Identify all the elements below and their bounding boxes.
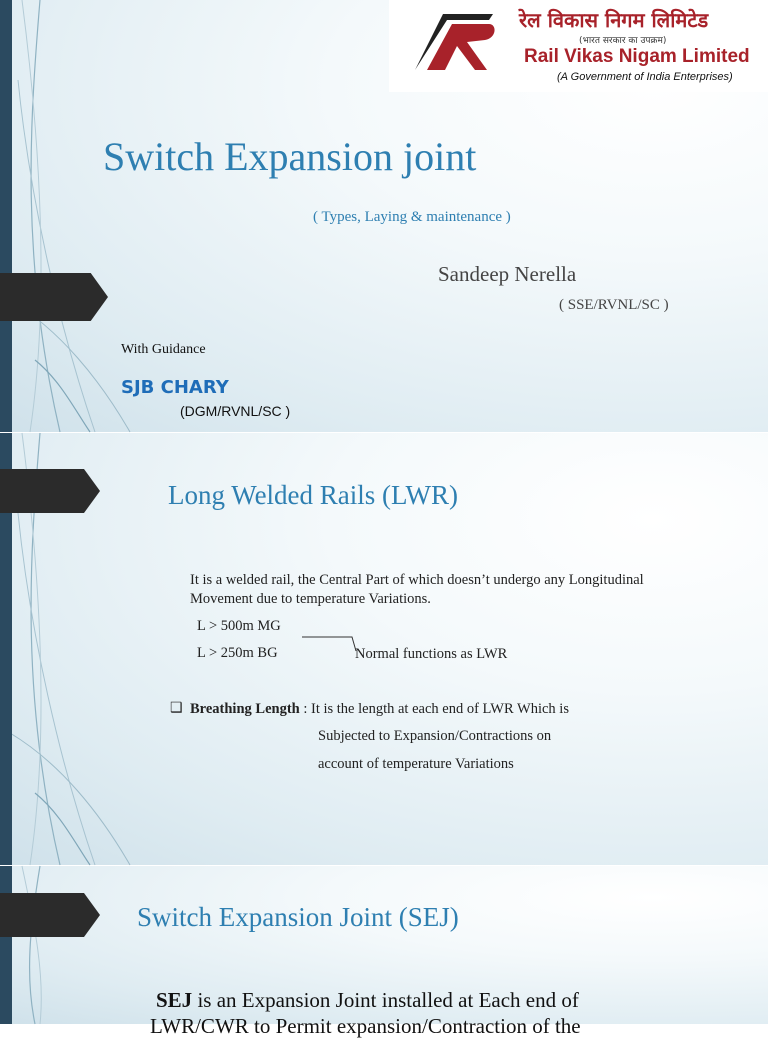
bg-length: L > 250m BG	[197, 645, 278, 661]
left-bar	[0, 0, 12, 432]
guide-role: (DGM/RVNL/SC )	[180, 403, 291, 419]
connector-arrow-icon	[300, 631, 360, 659]
sej-definition-line2: LWR/CWR to Permit expansion/Contraction of the	[150, 1014, 581, 1038]
slide-title-heading: Switch Expansion joint	[103, 134, 477, 179]
sej-text: is an Expansion Joint installed at Each end of	[197, 988, 579, 1012]
slide-sej	[0, 866, 768, 1038]
breathing-length-line3: account of temperature Variations	[318, 756, 514, 772]
rvnl-emblem-icon	[397, 0, 507, 92]
breathing-length-label: Breathing Length	[190, 701, 300, 717]
logo-gov-line: (A Government of India Enterprises)	[557, 71, 733, 83]
slide-title	[0, 0, 768, 432]
section-tag	[0, 469, 100, 513]
mg-length: L > 500m MG	[197, 618, 281, 634]
sej-label: SEJ	[156, 988, 193, 1012]
breathing-length-line1	[190, 701, 569, 718]
logo-hindi-sub: (भारत सरकार का उपक्रम)	[579, 36, 667, 46]
square-bullet-icon: ❑	[170, 701, 183, 716]
author-role: ( SSE/RVNL/SC )	[559, 297, 669, 313]
logo-hindi-name: रेल विकास निगम लिमिटेड	[519, 8, 709, 32]
slide-heading: Long Welded Rails (LWR)	[168, 480, 459, 510]
sej-definition-line1	[156, 988, 579, 1013]
author-name: Sandeep Nerella	[438, 262, 577, 286]
slide-heading: Switch Expansion Joint (SEJ)	[137, 902, 459, 932]
breathing-length-def: : It is the length at each end of LWR Which is	[303, 701, 569, 717]
breathing-length-line2: Subjected to Expansion/Contractions on	[318, 728, 552, 744]
left-bar	[0, 866, 12, 1024]
normal-functions-text: Normal functions as LWR	[355, 646, 508, 662]
decorative-lines	[0, 0, 200, 432]
section-tag	[0, 893, 100, 937]
section-tag	[0, 273, 108, 321]
lwr-definition-line2: Movement due to temperature Variations.	[190, 591, 431, 607]
guidance-label: With Guidance	[121, 342, 206, 357]
logo-english-name: Rail Vikas Nigam Limited	[524, 46, 750, 67]
slide-subtitle: ( Types, Laying & maintenance )	[313, 209, 511, 225]
rvnl-logo	[389, 0, 768, 92]
slide-lwr	[0, 433, 768, 865]
lwr-definition-line1: It is a welded rail, the Central Part of which doesn’t undergo any Longitudinal	[190, 572, 644, 588]
guide-name: SJB CHARY	[121, 377, 229, 398]
